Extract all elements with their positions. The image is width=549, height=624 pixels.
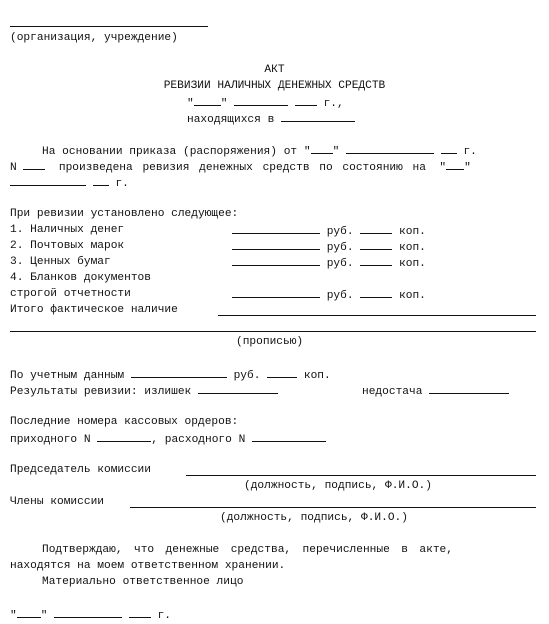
total-field[interactable] xyxy=(218,315,536,316)
shortage-field[interactable] xyxy=(429,382,509,394)
basis-line-1: На основании приказа (распоряжения) от " " г. xyxy=(42,142,477,160)
rub-field[interactable] xyxy=(232,222,320,234)
confirm-month-field[interactable] xyxy=(54,606,122,618)
audit-item-label: 1. Наличных денег xyxy=(10,224,125,236)
order-day-field[interactable] xyxy=(311,142,333,154)
total-words-field[interactable] xyxy=(10,331,536,332)
order-month-field[interactable] xyxy=(346,142,434,154)
audit-heading: При ревизии установлено следующее: xyxy=(10,208,239,220)
date-suffix: г., xyxy=(323,98,344,110)
month-field[interactable] xyxy=(234,94,288,106)
confirm-line-3: Материально ответственное лицо xyxy=(42,576,244,588)
basis-text-2: произведена ревизия денежных средств по состоянию на xyxy=(58,162,426,174)
results-line: Результаты ревизии: излишек xyxy=(10,382,278,400)
located-label: находящихся в xyxy=(187,114,275,126)
kop-field[interactable] xyxy=(360,238,392,250)
year-field[interactable] xyxy=(295,94,317,106)
state-year-field[interactable] xyxy=(93,174,109,186)
members-caption: (должность, подпись, Ф.И.О.) xyxy=(220,512,408,524)
members-label: Члены комиссии xyxy=(10,496,104,508)
kop-field[interactable] xyxy=(360,222,392,234)
rub-field[interactable] xyxy=(232,286,320,298)
accounting-rub-field[interactable] xyxy=(131,366,227,378)
day-field[interactable] xyxy=(194,94,221,106)
accounting-kop-field[interactable] xyxy=(267,366,297,378)
audit-item-amount: руб. коп. xyxy=(232,254,426,272)
location-field[interactable] xyxy=(281,110,355,122)
confirm-date-line: " " г. xyxy=(10,606,171,624)
act-date-line: " " г., xyxy=(187,94,344,112)
outgoing-order-field[interactable] xyxy=(252,430,326,442)
chair-field[interactable] xyxy=(186,475,536,476)
audit-item-label: 3. Ценных бумаг xyxy=(10,256,111,268)
chair-caption: (должность, подпись, Ф.И.О.) xyxy=(244,480,432,492)
audit-item-label: 4. Бланков документов xyxy=(10,272,151,284)
organization-caption: (организация, учреждение) xyxy=(10,32,178,44)
confirm-day-field[interactable] xyxy=(17,606,41,618)
orders-heading: Последние номера кассовых ордеров: xyxy=(10,416,239,428)
located-line xyxy=(187,110,355,128)
audit-item-amount: руб. коп. xyxy=(232,222,426,240)
total-label: Итого фактическое наличие xyxy=(10,304,178,316)
kop-field[interactable] xyxy=(360,286,392,298)
audit-item-amount: руб. коп. xyxy=(232,238,426,256)
rub-field[interactable] xyxy=(232,254,320,266)
rub-field[interactable] xyxy=(232,238,320,250)
surplus-field[interactable] xyxy=(198,382,278,394)
act-subtitle: РЕВИЗИИ НАЛИЧНЫХ ДЕНЕЖНЫХ СРЕДСТВ xyxy=(163,80,386,92)
act-title: АКТ xyxy=(264,64,285,76)
incoming-order-field[interactable] xyxy=(97,430,151,442)
confirm-line-2: находятся на моем ответственном хранении. xyxy=(10,560,286,572)
kop-field[interactable] xyxy=(360,254,392,266)
basis-line-3: г. xyxy=(10,174,129,192)
audit-item-label: 2. Почтовых марок xyxy=(10,240,125,252)
accounting-line: По учетным данным руб. коп. xyxy=(10,366,331,384)
basis-text-1: На основании приказа (распоряжения) от xyxy=(42,146,298,158)
chair-label: Председатель комиссии xyxy=(10,464,151,476)
members-field[interactable] xyxy=(130,507,536,508)
confirm-line-1: Подтверждаю, что денежные средства, перечисленные в акте, xyxy=(42,544,453,556)
basis-line-2: N произведена ревизия денежных средств по состоянию на " " xyxy=(10,158,471,176)
state-day-field[interactable] xyxy=(446,158,464,170)
orders-line: приходного N , расходного N xyxy=(10,430,326,448)
audit-item-label: строгой отчетности xyxy=(10,288,131,300)
organization-field[interactable] xyxy=(10,26,208,27)
order-year-field[interactable] xyxy=(441,142,457,154)
order-number-field[interactable] xyxy=(23,158,45,170)
audit-item-amount: руб. коп. xyxy=(232,286,426,304)
state-month-field[interactable] xyxy=(10,174,86,186)
in-words-caption: (прописью) xyxy=(236,336,304,348)
confirm-year-field[interactable] xyxy=(129,606,151,618)
shortage-line: недостача xyxy=(362,382,509,400)
